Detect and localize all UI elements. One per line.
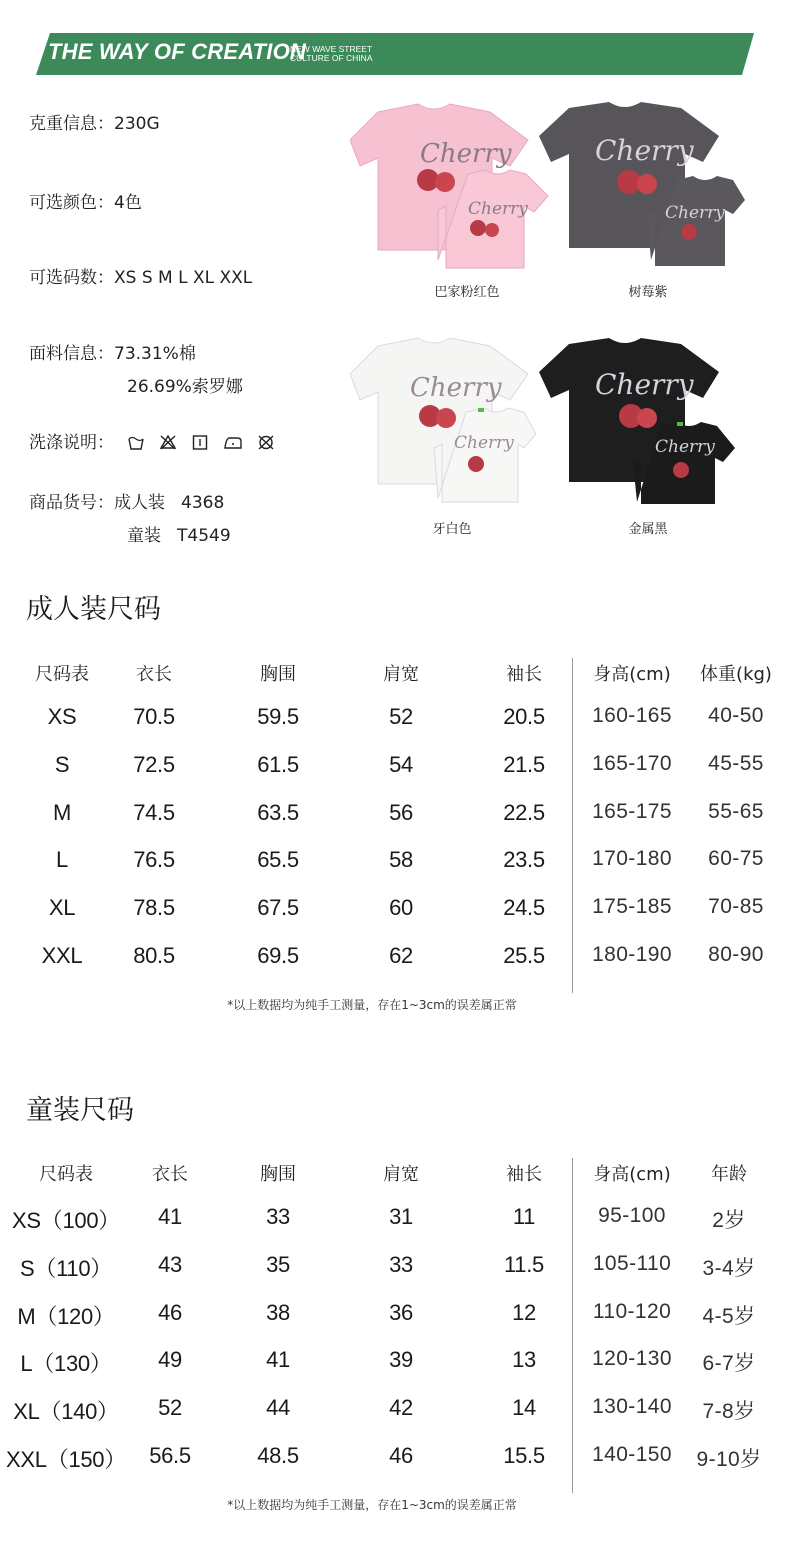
kids-header-cell: 衣长 — [152, 1164, 188, 1185]
kids-section-title: 童装尺码 — [26, 1095, 134, 1126]
kids-table-cell: 2岁 — [712, 1209, 746, 1232]
info-fabric-value1: 73.31%棉 — [114, 344, 196, 364]
kids-table-cell: 6-7岁 — [702, 1352, 756, 1376]
product-white — [350, 336, 550, 511]
adult-table-cell: 52 — [389, 704, 413, 729]
kids-table-cell: XXL（150） — [6, 1447, 126, 1472]
info-colors-value: 4色 — [114, 193, 142, 213]
adult-table-cell: 180-190 — [592, 943, 672, 966]
kids-table-cell: 11 — [512, 1204, 536, 1229]
adult-table-cell: 59.5 — [257, 704, 299, 729]
kids-table-cell: 38 — [266, 1299, 290, 1325]
kids-table-cell: 15.5 — [503, 1443, 545, 1468]
adult-table-cell: 170-180 — [592, 847, 672, 871]
adult-table-cell: 63.5 — [257, 799, 299, 825]
kids-table-cell: XS（100） — [12, 1208, 120, 1233]
kids-table-cell: 3-4岁 — [702, 1256, 756, 1280]
adult-header-cell: 胸围 — [260, 664, 296, 685]
adult-table-cell: 22.5 — [503, 799, 545, 825]
adult-table-cell: 70.5 — [133, 704, 175, 729]
kids-table-cell: 120-130 — [592, 1347, 672, 1371]
kids-table-cell: 9-10岁 — [696, 1448, 762, 1471]
kids-table-cell: 130-140 — [592, 1395, 672, 1419]
kids-table-cell: 4-5岁 — [702, 1304, 756, 1328]
tumble-dry-icon — [191, 432, 209, 452]
kids-table-cell: 44 — [266, 1395, 290, 1421]
info-fabric — [29, 343, 196, 365]
adult-table-cell: 69.5 — [257, 943, 299, 968]
header-banner — [36, 33, 754, 75]
product-pink-caption: 巴家粉红色 — [434, 285, 500, 300]
info-sku — [29, 492, 224, 514]
info-sku-kids — [127, 525, 231, 547]
kids-header-cell: 年龄 — [711, 1164, 747, 1185]
info-sku-label: 商品货号： — [29, 493, 114, 513]
kids-table-cell: L（130） — [20, 1351, 112, 1377]
kids-table-cell: 36 — [389, 1299, 413, 1325]
product-black-caption: 金属黑 — [628, 522, 668, 537]
kids-table-cell: 39 — [389, 1347, 413, 1373]
no-dry-clean-icon — [257, 432, 275, 452]
adult-table-cell: 20.5 — [503, 704, 545, 729]
info-fabric-label: 面料信息： — [29, 344, 114, 364]
adult-table-cell: 70-85 — [708, 895, 764, 919]
info-sku-kids-label: 童装 — [127, 526, 161, 546]
adult-table-divider — [572, 658, 573, 993]
info-weight-label: 克重信息： — [29, 114, 114, 134]
info-fabric-value2: 26.69%索罗娜 — [127, 377, 243, 397]
adult-table-cell: 55-65 — [708, 799, 764, 823]
info-sizes-value: XS S M L XL XXL — [114, 268, 253, 288]
adult-table-cell: 80.5 — [133, 943, 175, 968]
info-colors — [29, 192, 142, 214]
adult-section-title: 成人装尺码 — [26, 594, 161, 625]
info-sizes-label: 可选码数： — [29, 268, 114, 288]
info-sku-adult-code: 4368 — [181, 493, 225, 513]
kids-table-cell: 7-8岁 — [702, 1400, 756, 1424]
adult-table-cell: 72.5 — [133, 751, 175, 777]
adult-table-cell: 74.5 — [133, 799, 175, 825]
print-pink-kids: Cherry — [468, 199, 528, 219]
wash-tub-icon — [127, 432, 145, 452]
kids-table-cell: 41 — [158, 1204, 182, 1229]
banner-title: THE WAY OF CREATION — [48, 39, 307, 64]
tshirt-white-image — [350, 336, 550, 511]
adult-table-cell: XS — [47, 704, 77, 729]
kids-header-cell: 袖长 — [506, 1164, 542, 1185]
kids-table-cell: 11.5 — [504, 1251, 544, 1277]
adult-table-cell: 78.5 — [133, 895, 175, 921]
adult-header-cell: 身高(cm) — [593, 664, 671, 685]
adult-table-cell: 40-50 — [708, 704, 764, 727]
adult-table-cell: 175-185 — [592, 895, 672, 919]
kids-table-cell: 14 — [512, 1395, 536, 1421]
no-bleach-icon — [159, 432, 177, 452]
product-black — [537, 336, 747, 511]
kids-header-cell: 身高(cm) — [593, 1164, 671, 1185]
info-washing — [29, 432, 114, 454]
info-washing-label: 洗涤说明： — [29, 433, 114, 453]
kids-table-cell: 41 — [266, 1347, 290, 1373]
product-purple — [537, 100, 747, 275]
info-weight-value: 230G — [114, 114, 160, 134]
tshirt-pink-image — [350, 100, 550, 275]
adult-table-cell: 165-175 — [592, 799, 672, 823]
adult-table-cell: 21.5 — [503, 751, 545, 777]
banner-subtitle — [290, 45, 373, 63]
kids-size-table — [0, 1158, 790, 1493]
adult-header-cell: 尺码表 — [35, 664, 89, 685]
adult-table-cell: S — [54, 751, 70, 777]
adult-table-cell: 61.5 — [257, 751, 299, 777]
print-white-adult: Cherry — [410, 373, 502, 403]
kids-table-cell: 46 — [389, 1443, 413, 1468]
adult-table-cell: M — [52, 799, 72, 825]
adult-table-cell: XXL — [41, 943, 83, 968]
adult-table-cell: 76.5 — [133, 847, 175, 873]
adult-table-cell: XL — [48, 895, 76, 921]
adult-table-cell: 24.5 — [503, 895, 545, 921]
adult-header-cell: 衣长 — [136, 664, 172, 685]
kids-header-cell: 胸围 — [260, 1164, 296, 1185]
banner-subtitle-line2: CULTURE OF CHINA — [290, 53, 373, 63]
kids-table-cell: 33 — [266, 1204, 290, 1229]
info-sizes — [29, 267, 252, 289]
kids-table-cell: 95-100 — [598, 1204, 666, 1227]
tshirt-purple-image — [537, 100, 747, 275]
adult-table-cell: 67.5 — [257, 895, 299, 921]
adult-table-cell: 65.5 — [257, 847, 299, 873]
kids-table-cell: 56.5 — [149, 1443, 191, 1468]
info-sku-adult-label: 成人装 — [114, 493, 165, 513]
adult-table-cell: L — [56, 847, 68, 873]
adult-table-cell: 62 — [389, 943, 413, 968]
kids-table-cell: 12 — [512, 1299, 536, 1325]
kids-header-cell: 尺码表 — [39, 1164, 93, 1185]
adult-header-cell: 肩宽 — [383, 664, 419, 685]
print-purple-kids: Cherry — [665, 203, 725, 223]
info-sku-kids-code: T4549 — [177, 526, 231, 546]
adult-header-cell: 体重(kg) — [700, 664, 772, 685]
banner-subtitle-line1: NEW WAVE STREET — [290, 44, 373, 54]
kids-table-cell: 140-150 — [592, 1443, 672, 1466]
kids-table-cell: 48.5 — [257, 1443, 299, 1468]
kids-table-cell: 110-120 — [592, 1299, 672, 1323]
product-pink — [350, 100, 550, 275]
info-colors-label: 可选颜色： — [29, 193, 114, 213]
adult-note: *以上数据均为纯手工测量，存在1~3cm的误差属正常 — [227, 998, 517, 1012]
tshirt-black-image — [537, 336, 747, 511]
kids-table-cell: M（120） — [17, 1303, 115, 1329]
adult-table-cell: 160-165 — [592, 704, 672, 727]
washing-icons — [127, 432, 275, 452]
kids-table-cell: 33 — [389, 1251, 413, 1277]
adult-table-cell: 60 — [389, 895, 413, 921]
kids-header-cell: 肩宽 — [383, 1164, 419, 1185]
print-white-kids: Cherry — [454, 433, 514, 453]
kids-table-cell: 46 — [158, 1299, 182, 1325]
print-purple-adult: Cherry — [595, 134, 694, 167]
adult-table-cell: 165-170 — [592, 751, 672, 775]
adult-table-cell: 45-55 — [708, 751, 764, 775]
kids-table-divider — [572, 1158, 573, 1493]
adult-table-cell: 80-90 — [708, 943, 764, 966]
product-white-caption: 牙白色 — [432, 522, 472, 537]
adult-size-table — [0, 658, 790, 993]
adult-table-cell: 23.5 — [503, 847, 545, 873]
kids-table-cell: 52 — [158, 1395, 182, 1421]
adult-table-cell: 56 — [389, 799, 413, 825]
kids-table-cell: S（110） — [20, 1255, 112, 1281]
kids-table-cell: 35 — [266, 1251, 290, 1277]
adult-header-cell: 袖长 — [506, 664, 542, 685]
product-purple-caption: 树莓紫 — [628, 285, 668, 300]
print-pink-adult: Cherry — [420, 139, 512, 169]
kids-table-cell: 43 — [158, 1251, 182, 1277]
kids-table-cell: 42 — [389, 1395, 413, 1421]
adult-table-cell: 58 — [389, 847, 413, 873]
kids-table-cell: 13 — [512, 1347, 536, 1373]
info-weight — [29, 113, 160, 135]
print-black-adult: Cherry — [595, 368, 694, 401]
iron-icon — [223, 432, 243, 452]
print-black-kids: Cherry — [655, 437, 715, 457]
kids-table-cell: 31 — [389, 1204, 413, 1229]
kids-note: *以上数据均为纯手工测量，存在1~3cm的误差属正常 — [227, 1498, 517, 1512]
kids-table-cell: XL（140） — [13, 1399, 119, 1425]
adult-table-cell: 60-75 — [708, 847, 764, 871]
kids-table-cell: 49 — [158, 1347, 182, 1373]
adult-table-cell: 25.5 — [503, 943, 545, 968]
adult-table-cell: 54 — [389, 751, 413, 777]
kids-table-cell: 105-110 — [592, 1251, 672, 1275]
